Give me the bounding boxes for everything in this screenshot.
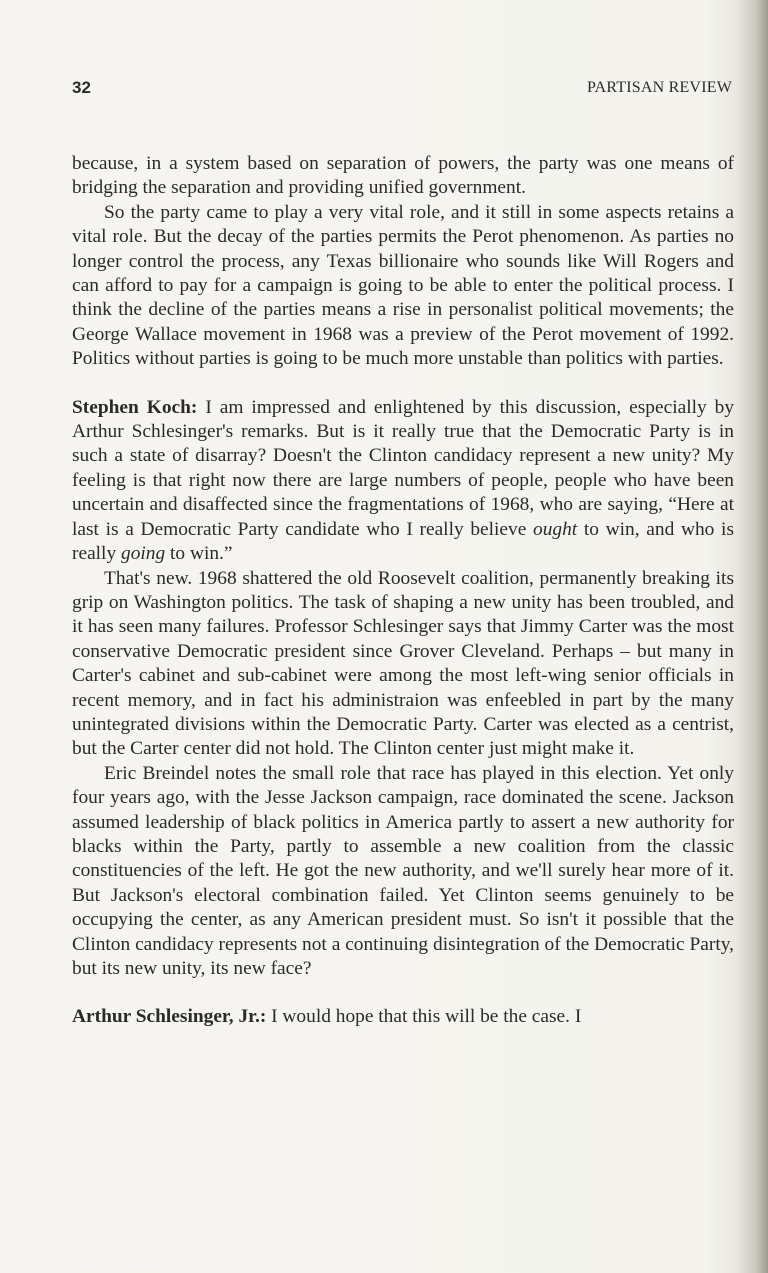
emphasis-text: ought — [533, 518, 578, 540]
emphasis-text: going — [121, 543, 166, 565]
page-header — [72, 78, 736, 102]
paragraph-text: because, in a system based on separation of powers, the party was one means of bridging the separation and providing unified government. — [72, 153, 734, 199]
paragraph — [72, 201, 734, 372]
speech-stephen-koch — [72, 396, 734, 567]
page-number: 32 — [72, 78, 91, 97]
paragraph-text: to win.” — [165, 543, 233, 565]
speech-arthur-schlesinger — [72, 1005, 734, 1029]
speaker-name: Stephen Koch: — [72, 396, 198, 418]
paragraph — [72, 567, 734, 762]
paragraph-text: That's new. 1968 shattered the old Roosevelt coalition, permanently breaking its grip on Washington politics. The task of shaping a new unity has been troubled, and it has seen many failures. Professor Schlesinger says that Jimmy Carter was the most conservative Democratic president since Grover Cleveland. Perhaps – but many in Carter's cabinet and sub-cabinet were among the most left-wing senior officials in recent memory, and in fact his administraion was enfeebled in part by the many unintegrated divisions within the Democratic Party. Carter was elected as a centrist, but the Carter center did not hold. The Clinton center just might make it. — [72, 567, 734, 760]
paragraph — [72, 152, 734, 201]
paragraph-text: I would hope that this will be the case. I — [266, 1006, 582, 1028]
body-text — [72, 152, 734, 1030]
speaker-name: Arthur Schlesinger, Jr.: — [72, 1006, 267, 1028]
paragraph-text: So the party came to play a very vital role, and it still in some aspects retains a vital role. But the decay of the parties permits the Perot phenomenon. As parties no longer control the process, any Texas billionaire who sounds like Will Rogers and can afford to pay for a campaign is going to be able to enter the political process. I think the decline of the parties means a rise in personalist political movements; the George Wallace movement in 1968 was a preview of the Perot movement of 1992. Politics without parties is going to be much more unstable than politics with parties. — [72, 201, 734, 370]
paragraph-text: to win, and who is really — [72, 518, 734, 565]
paragraph-text: Eric Breindel notes the small role that race has played in this election. Yet only four years ago, with the Jesse Jackson campaign, race dominated the scene. Jackson assumed leadership of black politics in America partly to assert a new authority for blacks within the Party, partly to assemble a new coalition from the classic constituencies of the left. He got the new authority, and we'll surely hear more of it. But Jackson's electoral combination failed. Yet Clinton seems genuinely to be occupying the center, as any American president must. So isn't it possible that the Clinton candidacy represents not a continuing disintegration of the Democratic Party, but its new unity, its new face? — [72, 762, 734, 979]
paragraph — [72, 762, 734, 982]
running-head: PARTISAN REVIEW — [586, 79, 732, 96]
paragraph-text: I am impressed and enlightened by this discussion, especially by Arthur Schlesinger's remarks. But is it really true that the Democratic Party is in such a state of disarray? Doesn't the Clinton candidacy represent a new unity? My feeling is that right now there are large numbers of people, people who have been uncertain and disaffected since the fragmentations of 1968, who are saying, “Here at last is a Democratic Party candidate who I really believe — [72, 396, 735, 540]
